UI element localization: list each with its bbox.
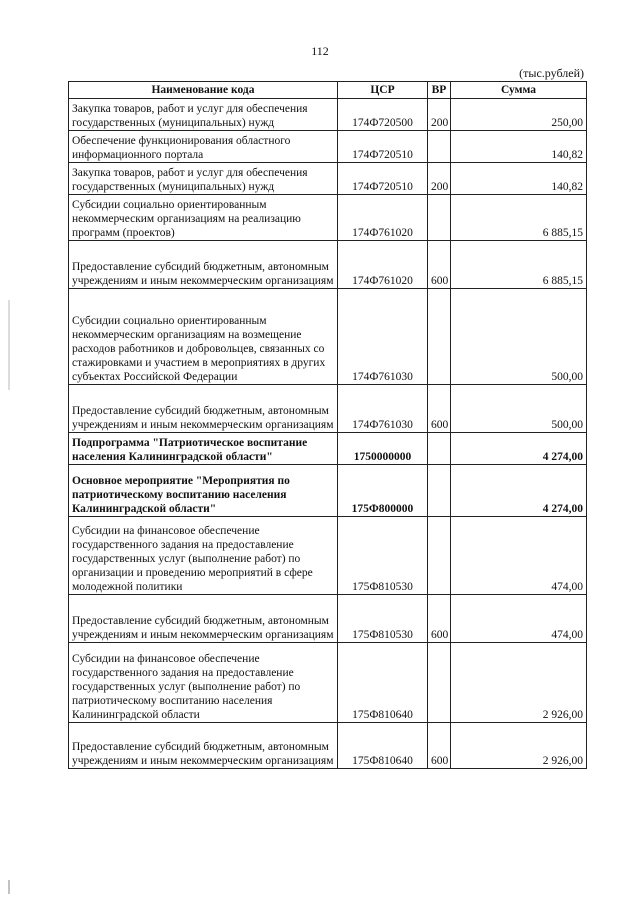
table-row: [69, 131, 587, 163]
row-name: Субсидии на финансовое обеспечение государственного задания на предоставление государственных услуг (выполнение работ) по организации и проведению мероприятий в сфере молодежной политики: [69, 517, 338, 595]
row-vr: [428, 643, 451, 723]
table-row: [69, 465, 587, 517]
row-sum: 500,00: [451, 385, 587, 433]
row-vr: 200: [428, 99, 451, 131]
row-csr: 175Ф810640: [338, 643, 428, 723]
row-csr: 175Ф810640: [338, 723, 428, 769]
row-sum: 2 926,00: [451, 723, 587, 769]
header-vr: ВР: [428, 82, 451, 99]
row-name: Субсидии на финансовое обеспечение государственного задания на предоставление государственных услуг (выполнение работ) по патриотическому воспитанию населения Калининградской области: [69, 643, 338, 723]
row-name: Предоставление субсидий бюджетным, автономным учреждениям и иным некоммерческим организациям: [69, 723, 338, 769]
budget-table: [68, 81, 587, 769]
row-vr: [428, 195, 451, 241]
row-name: Закупка товаров, работ и услуг для обеспечения государственных (муниципальных) нужд: [69, 99, 338, 131]
table-header-row: [69, 82, 587, 99]
row-sum: 140,82: [451, 131, 587, 163]
page-number: 112: [311, 44, 329, 58]
row-csr: 174Ф720510: [338, 131, 428, 163]
row-csr: 174Ф761020: [338, 241, 428, 289]
row-sum: 6 885,15: [451, 241, 587, 289]
row-sum: 4 274,00: [451, 465, 587, 517]
row-sum: 6 885,15: [451, 195, 587, 241]
row-name: Предоставление субсидий бюджетным, автономным учреждениям и иным некоммерческим организациям: [69, 241, 338, 289]
row-vr: [428, 131, 451, 163]
table-row: [69, 241, 587, 289]
row-vr: [428, 465, 451, 517]
row-vr: [428, 517, 451, 595]
row-name: Основное мероприятие "Мероприятия по патриотическому воспитанию населения Калининградской области": [69, 465, 338, 517]
row-vr: [428, 289, 451, 385]
row-vr: 200: [428, 163, 451, 195]
row-csr: 174Ф720510: [338, 163, 428, 195]
header-csr: ЦСР: [338, 82, 428, 99]
row-sum: 250,00: [451, 99, 587, 131]
row-name: Закупка товаров, работ и услуг для обеспечения государственных (муниципальных) нужд: [69, 163, 338, 195]
header-sum: Сумма: [451, 82, 587, 99]
row-csr: 174Ф761020: [338, 195, 428, 241]
row-csr: 175Ф810530: [338, 517, 428, 595]
row-sum: 4 274,00: [451, 433, 587, 465]
row-name: Обеспечение функционирования областного информационного портала: [69, 131, 338, 163]
table-row: [69, 99, 587, 131]
row-name: Подпрограмма "Патриотическое воспитание населения Калининградской области": [69, 433, 338, 465]
row-csr: 174Ф761030: [338, 385, 428, 433]
row-csr: 175Ф800000: [338, 465, 428, 517]
row-sum: 140,82: [451, 163, 587, 195]
scan-margin-mark: [8, 880, 10, 894]
row-name: Предоставление субсидий бюджетным, автономным учреждениям и иным некоммерческим организациям: [69, 595, 338, 643]
row-vr: 600: [428, 595, 451, 643]
row-sum: 2 926,00: [451, 643, 587, 723]
row-csr: 174Ф720500: [338, 99, 428, 131]
table-row: [69, 385, 587, 433]
row-vr: 600: [428, 385, 451, 433]
table-row: [69, 643, 587, 723]
scan-margin-mark: [8, 300, 10, 390]
header-name: Наименование кода: [69, 82, 338, 99]
row-csr: 174Ф761030: [338, 289, 428, 385]
row-vr: [428, 433, 451, 465]
row-sum: 474,00: [451, 517, 587, 595]
row-sum: 474,00: [451, 595, 587, 643]
row-name: Субсидии социально ориентированным некоммерческим организациям на реализацию программ (проектов): [69, 195, 338, 241]
table-row: [69, 163, 587, 195]
table-body: [69, 99, 587, 769]
row-name: Предоставление субсидий бюджетным, автономным учреждениям и иным некоммерческим организациям: [69, 385, 338, 433]
row-csr: 175Ф810530: [338, 595, 428, 643]
table-row: [69, 595, 587, 643]
row-sum: 500,00: [451, 289, 587, 385]
row-csr: 1750000000: [338, 433, 428, 465]
row-vr: 600: [428, 241, 451, 289]
table-row: [69, 289, 587, 385]
row-vr: 600: [428, 723, 451, 769]
units-label: (тыс.рублей): [519, 66, 584, 80]
table-row: [69, 195, 587, 241]
table-row: [69, 723, 587, 769]
table-row: [69, 433, 587, 465]
row-name: Субсидии социально ориентированным некоммерческим организациям на возмещение расходов работников и добровольцев, связанных со стажировками и участием в мероприятиях в других субъектах Российской Федерации: [69, 289, 338, 385]
table-row: [69, 517, 587, 595]
